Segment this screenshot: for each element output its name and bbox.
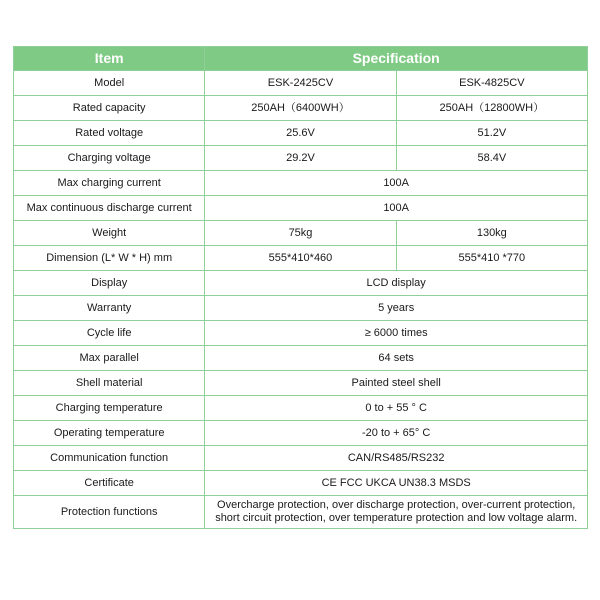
table-row xyxy=(14,121,588,146)
row-label-communication-function: Communication function xyxy=(14,446,205,471)
row-label-dimension: Dimension (L* W * H) mm xyxy=(14,246,205,271)
table-header-row xyxy=(14,47,588,71)
row-label-protection-functions: Protection functions xyxy=(14,496,205,529)
row-label-charging-temperature: Charging temperature xyxy=(14,396,205,421)
row-label-charging-voltage: Charging voltage xyxy=(14,146,205,171)
table-row xyxy=(14,71,588,96)
shell-material-value: Painted steel shell xyxy=(205,371,588,396)
table-row xyxy=(14,471,588,496)
row-label-weight: Weight xyxy=(14,221,205,246)
dimension-value-a: 555*410*460 xyxy=(205,246,396,271)
table-row xyxy=(14,446,588,471)
table-row xyxy=(14,496,588,529)
table-row xyxy=(14,196,588,221)
charging-voltage-value-a: 29.2V xyxy=(205,146,396,171)
table-row xyxy=(14,396,588,421)
max-discharge-current-value: 100A xyxy=(205,196,588,221)
table-row xyxy=(14,321,588,346)
rated-capacity-value-b: 250AH（12800WH） xyxy=(396,96,587,121)
row-label-rated-capacity: Rated capacity xyxy=(14,96,205,121)
row-label-warranty: Warranty xyxy=(14,296,205,321)
row-label-certificate: Certificate xyxy=(14,471,205,496)
warranty-value: 5 years xyxy=(205,296,588,321)
table-row xyxy=(14,146,588,171)
display-value: LCD display xyxy=(205,271,588,296)
dimension-value-b: 555*410 *770 xyxy=(396,246,587,271)
row-label-display: Display xyxy=(14,271,205,296)
charging-temperature-value: 0 to + 55 ° C xyxy=(205,396,588,421)
specification-table xyxy=(13,46,588,529)
rated-voltage-value-a: 25.6V xyxy=(205,121,396,146)
table-row xyxy=(14,271,588,296)
table-row xyxy=(14,421,588,446)
table-row xyxy=(14,296,588,321)
table-row xyxy=(14,171,588,196)
table-row xyxy=(14,246,588,271)
row-label-max-parallel: Max parallel xyxy=(14,346,205,371)
row-label-max-discharge-current: Max continuous discharge current xyxy=(14,196,205,221)
row-label-cycle-life: Cycle life xyxy=(14,321,205,346)
protection-functions-value: Overcharge protection, over discharge protection, over-current protection, short circuit protection, over temperature protection and low voltage alarm. xyxy=(205,496,588,529)
rated-voltage-value-b: 51.2V xyxy=(396,121,587,146)
row-label-rated-voltage: Rated voltage xyxy=(14,121,205,146)
weight-value-b: 130kg xyxy=(396,221,587,246)
item-column-header: Item xyxy=(14,47,205,71)
charging-voltage-value-b: 58.4V xyxy=(396,146,587,171)
model-value-b: ESK-4825CV xyxy=(396,71,587,96)
certificate-value: CE FCC UKCA UN38.3 MSDS xyxy=(205,471,588,496)
rated-capacity-value-a: 250AH（6400WH） xyxy=(205,96,396,121)
table-row xyxy=(14,96,588,121)
operating-temperature-value: -20 to + 65° C xyxy=(205,421,588,446)
specification-column-header: Specification xyxy=(205,47,588,71)
cycle-life-value: ≥ 6000 times xyxy=(205,321,588,346)
communication-function-value: CAN/RS485/RS232 xyxy=(205,446,588,471)
row-label-shell-material: Shell material xyxy=(14,371,205,396)
table-row xyxy=(14,371,588,396)
row-label-model: Model xyxy=(14,71,205,96)
max-parallel-value: 64 sets xyxy=(205,346,588,371)
row-label-max-charging-current: Max charging current xyxy=(14,171,205,196)
table-row xyxy=(14,346,588,371)
max-charging-current-value: 100A xyxy=(205,171,588,196)
table-row xyxy=(14,221,588,246)
model-value-a: ESK-2425CV xyxy=(205,71,396,96)
row-label-operating-temperature: Operating temperature xyxy=(14,421,205,446)
weight-value-a: 75kg xyxy=(205,221,396,246)
